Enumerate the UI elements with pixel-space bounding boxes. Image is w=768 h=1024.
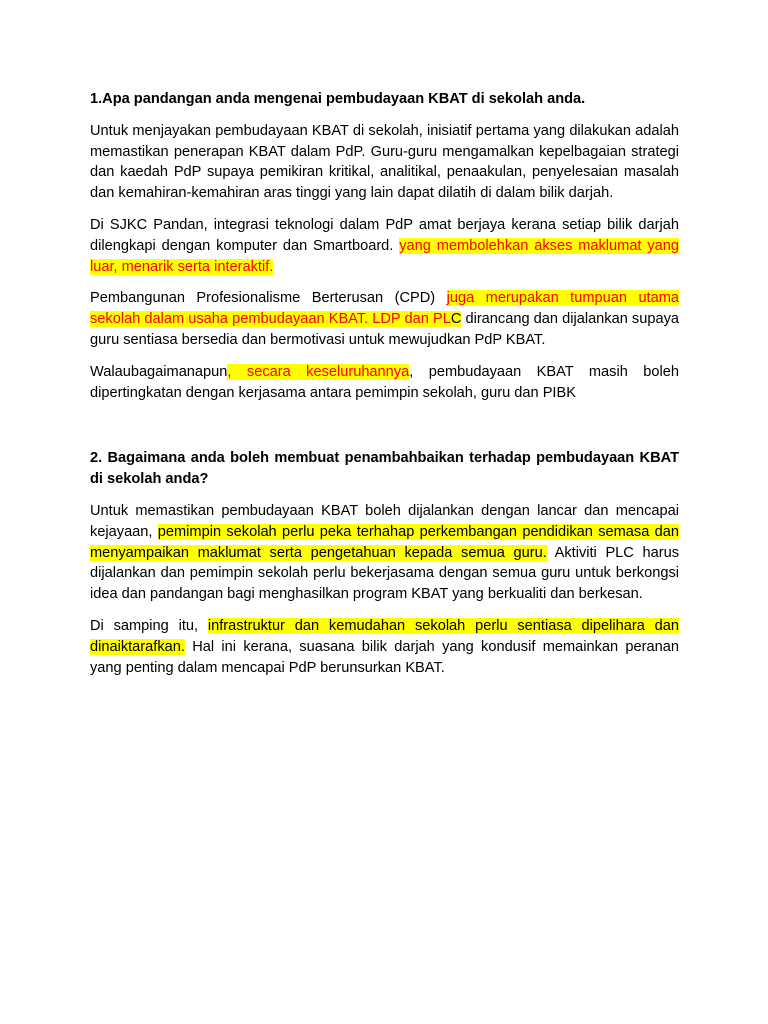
paragraph-text: , pembudayaan KBAT masih boleh dipertingkatan dengan kerjasama antara pemimpin sekolah, guru dan PIBK — [90, 363, 679, 401]
answer-2-paragraph-2 — [90, 616, 679, 678]
question-2-heading: 2. Bagaimana anda boleh membuat penambahbaikan terhadap pembudayaan KBAT di sekolah anda? — [90, 450, 679, 488]
answer-1-paragraph-4 — [90, 362, 679, 404]
document-page — [90, 89, 679, 678]
highlighted-text: pemimpin sekolah perlu peka terhahap perkembangan pendidikan semasa dan menyampaikan maklumat serta pengetahuan kepada semua guru. — [90, 523, 679, 561]
highlighted-text: juga merupakan tumpuan utama sekolah dalam usaha pembudayaan KBAT. LDP dan PL — [90, 290, 680, 328]
paragraph-text: dirancang dan dijalankan supaya guru sentiasa bersedia dan bermotivasi untuk mewujudkan PdP KBAT. — [90, 311, 679, 348]
paragraph-text: Di samping itu, — [90, 617, 208, 634]
answer-1-paragraph-2 — [90, 215, 679, 277]
answer-1-paragraph-1: Untuk menjayakan pembudayaan KBAT di sekolah, inisiatif pertama yang dilakukan adalah memastikan penerapan KBAT dalam PdP. Guru-guru mengamalkan kepelbagaian strategi dan kaedah PdP supaya pemikiran kritikal, analitikal, penaakulan, penyelesaian masalah dan kemahiran-kemahiran aras tinggi yang lain dapat dilatih di dalam bilik darjah. — [90, 122, 679, 202]
paragraph-text: Untuk memastikan pembudayaan KBAT boleh dijalankan dengan lancar dan mencapai kejayaan, — [90, 502, 679, 540]
paragraph-text: Di SJKC Pandan, integrasi teknologi dalam PdP amat berjaya kerana setiap bilik darjah dilengkapi dengan komputer dan Smartboard. — [90, 216, 679, 254]
question-1-heading: 1.Apa pandangan anda mengenai pembudayaan KBAT di sekolah anda. — [90, 91, 586, 107]
highlighted-text: C — [450, 311, 462, 328]
highlighted-text: infrastruktur dan kemudahan sekolah perlu sentiasa dipelihara dan dinaiktarafkan. — [90, 617, 679, 655]
answer-1-paragraph-3 — [90, 288, 679, 350]
paragraph-text: Pembangunan Profesionalisme Berterusan (CPD) — [90, 290, 447, 307]
paragraph-text: Hal ini kerana, suasana bilik darjah yang kondusif memainkan peranan yang penting dalam mencapai PdP berunsurkan KBAT. — [90, 638, 679, 676]
highlighted-text: , secara keseluruhannya — [227, 363, 410, 380]
paragraph-text: Walaubagaimanapun — [90, 363, 228, 380]
highlighted-text: yang membolehkan akses maklumat yang luar, menarik serta interaktif. — [90, 237, 679, 275]
paragraph-text: Aktiviti PLC harus dijalankan dan pemimpin sekolah perlu bekerjasama dengan semua guru untuk berkongsi idea dan pandangan bagi menghasilkan program KBAT yang berkualiti dan berkesan. — [90, 544, 680, 603]
answer-2-paragraph-1 — [90, 501, 679, 605]
